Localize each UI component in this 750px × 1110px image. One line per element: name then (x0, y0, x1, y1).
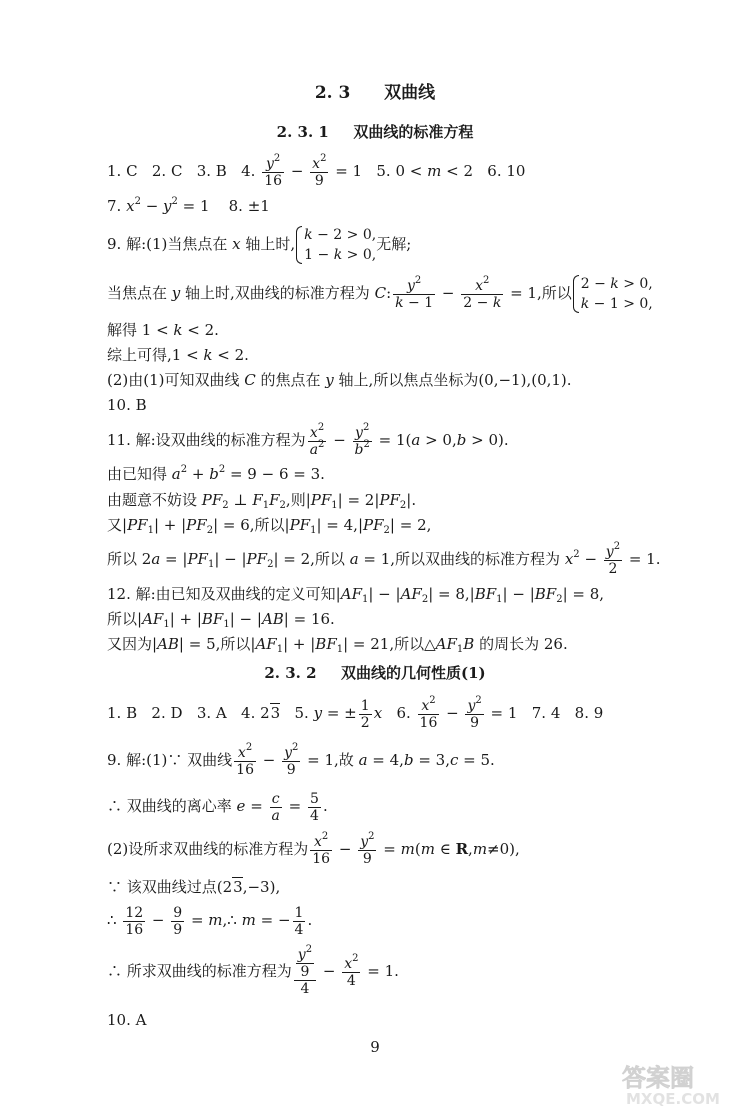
answer-line-24: 10. A (107, 1011, 147, 1029)
fraction: $\frac{x^2}{4}$ (344, 952, 359, 989)
answer-line-6: 综上可得,1 < k < 2. (107, 346, 249, 364)
answer-line-21: ∵ 该双曲线过点(23,−3), (107, 878, 281, 896)
watermark-logo (616, 1062, 746, 1106)
fraction: $\frac{c}{a}$ (271, 790, 280, 824)
subsection-number: 2. 3. 1 (276, 123, 329, 141)
answer-line-14: 12. 解:由已知及双曲线的定义可知$|AF_1| - |AF_2| = 8,|BF_1| - |BF_2| = 8$, (107, 585, 605, 605)
answer-line-3: 9. 解:(1)当焦点在 x 轴上时, k − 2 > 0, 1 − k > 0, 无解; (107, 227, 412, 263)
compound-fraction: $\frac{\frac{y^2}{9}}{4}$ (294, 947, 316, 997)
answer-line-15: 所以$|AF_1| + |BF_1| - |AB| = 16$. (107, 610, 335, 630)
answer-line-17: 1. B 2. D 3. A 4. 23 5. y = ± $\frac{1}{2}$ x 6. $\frac{x^2}{16}$ − $\frac{y^2}{9}$ = 1 7. 4 8. 9 (107, 694, 604, 731)
fraction: $\frac{y^2}{9}$ (467, 694, 482, 731)
answer-line-8: 10. B (107, 396, 147, 414)
answer-line-9: 11. 解:设双曲线的标准方程为 $\frac{x^2}{a^2}$ − $\frac{y^2}{b^2}$ = 1(a > 0,b > 0). (107, 421, 509, 458)
answer-line-12: 又$|PF_1| + |PF_2| = 6$,所以$|PF_1| = 4,|PF_2| = 2$, (107, 516, 432, 536)
subsection-heading-1 (0, 121, 750, 142)
fraction: $\frac{9}{9}$ (173, 904, 183, 938)
fraction: $\frac{y^2}{9}$ (360, 830, 375, 867)
section-title: 双曲线 (384, 83, 436, 103)
section-heading (0, 78, 750, 103)
answer-line-10: 由已知得 $a^2 + b^2 = 9 - 6 = 3$. (107, 464, 325, 483)
fraction: $\frac{5}{4}$ (310, 790, 319, 824)
fraction: $\frac{x^2}{16}$ (419, 694, 438, 731)
answer-line-2: 7. $x^2 - y^2 = 1$ 8. ±1 (107, 196, 270, 215)
fraction: $\frac{y^2}{9}$ (284, 741, 299, 778)
answer-line-23: ∴ 所求双曲线的标准方程为 $\frac{\frac{y^2}{9}}{4}$ − $\frac{x^2}{4}$ = 1. (107, 944, 399, 997)
answer-line-16: 又因为|AB| = 5,所以$|AF_1| + |BF_1| = 21$,所以$\triangle AF_1B$ 的周长为 26. (107, 635, 568, 655)
equation-system: k − 2 > 0, 1 − k > 0, (295, 225, 376, 265)
answer-line-18: 9. 解:(1)∵ 双曲线 $\frac{x^2}{16}$ − $\frac{y^2}{9}$ = 1,故 a = 4,b = 3,c = 5. (107, 741, 495, 778)
answer-line-20: (2)设所求双曲线的标准方程为 $\frac{x^2}{16}$ − $\frac{y^2}{9}$ = m(m ∈ R,m≠0), (107, 830, 520, 867)
equation-system: 2 − k > 0, k − 1 > 0, (572, 274, 653, 314)
fraction: $\frac{x^2}{16}$ (236, 741, 254, 778)
fraction: $\frac{y^2}{2}$ (605, 540, 621, 577)
answer-line-7: (2)由(1)可知双曲线 C 的焦点在 y 轴上,所以焦点坐标为(0,−1),(0,1). (107, 371, 572, 389)
watermark-top-text: 答案圈 (622, 1064, 694, 1092)
fraction: $\frac{y^2}{16}$ (264, 152, 283, 189)
answer-line-19: ∴ 双曲线的离心率 e = $\frac{c}{a}$ = $\frac{5}{4}$ . (107, 790, 328, 824)
subsection-number: 2. 3. 2 (264, 664, 317, 682)
fraction: $\frac{12}{16}$ (125, 904, 144, 938)
page-number: 9 (370, 1038, 380, 1056)
watermark-bottom-text: MXQE.COM (626, 1090, 720, 1106)
answer-line-4: 当焦点在 y 轴上时,双曲线的标准方程为 C: $\frac{y^2}{k - 1}$ − $\frac{x^2}{2 - k}$ = 1,所以 2 − k > 0, k − 1 > 0, (107, 274, 653, 312)
fraction: $\frac{x^2}{16}$ (312, 830, 331, 867)
subsection-title: 双曲线的几何性质(1) (341, 664, 486, 682)
fraction: $\frac{x^2}{9}$ (312, 152, 327, 189)
answer-line-22: ∴ $\frac{12}{16}$ − $\frac{9}{9}$ = m,∴ m = − $\frac{1}{4}$ . (107, 904, 313, 938)
fraction: $\frac{y^2}{b^2}$ (354, 421, 370, 458)
answer-line-1: 1. C 2. C 3. B 4. $\frac{y^2}{16}$ − $\frac{x^2}{9}$ = 1 5. 0 < m < 2 6. 10 (107, 152, 526, 189)
answer-line-13: 所以 $2a = |PF_1| - |PF_2| = 2$,所以 a = 1,所以双曲线的标准方程为 $x^2$ − $\frac{y^2}{2}$ = 1. (107, 540, 661, 577)
fraction: $\frac{x^2}{a^2}$ (309, 421, 325, 458)
answer-line-5: 解得 1 < k < 2. (107, 321, 219, 339)
fraction: $\frac{1}{2}$ (360, 697, 370, 731)
subsection-title: 双曲线的标准方程 (353, 123, 474, 141)
fraction: $\frac{y^2}{k - 1}$ (395, 274, 434, 311)
answer-line-11: 由题意不妨设 $PF_2$ ⊥ $F_1F_2$,则$|PF_1| = 2|PF_2|$. (107, 491, 417, 511)
subsection-heading-2 (0, 662, 750, 683)
fraction: $\frac{1}{4}$ (294, 904, 304, 938)
section-number: 2. 3 (314, 83, 351, 103)
fraction: $\frac{x^2}{2 - k}$ (463, 274, 502, 311)
